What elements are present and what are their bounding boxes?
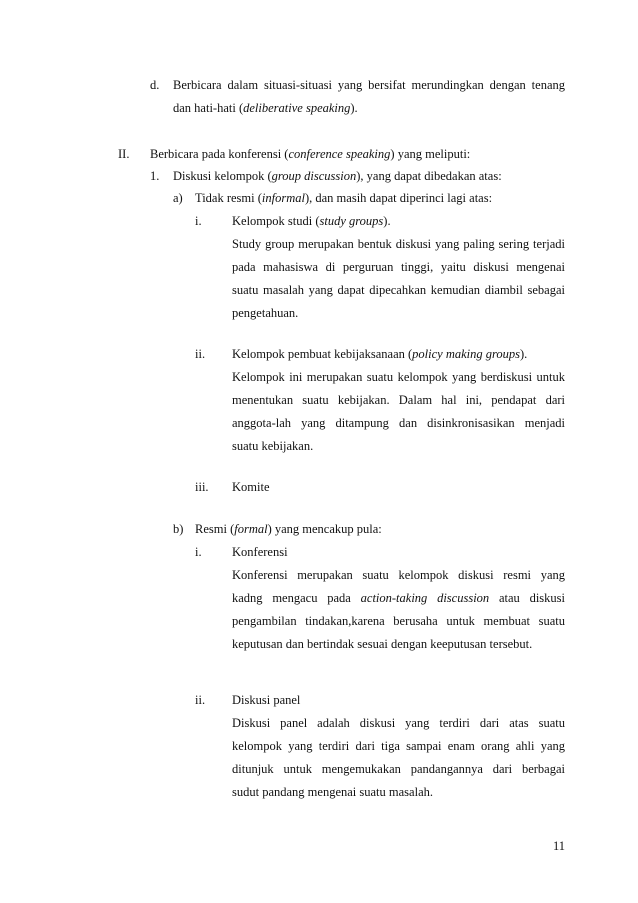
item-a-em: informal: [261, 191, 305, 205]
item-d-marker: d.: [150, 78, 160, 92]
section-ii-pre: Berbicara pada konferensi (: [150, 147, 289, 161]
item-a-ii-line-4: suatu kebijakan.: [232, 439, 314, 453]
item-a-heading: [195, 190, 492, 206]
item-b-i-marker: i.: [195, 545, 202, 559]
item-b-i-line-4: keputusan dan bertindak sesuai dengan keeputusan tersebut.: [232, 637, 533, 651]
item-a-i-line-1: Study group merupakan bentuk diskusi yang paling sering terjadi: [232, 237, 565, 251]
item-a-pre: Tidak resmi (: [195, 191, 262, 205]
item-b-post: ) yang mencakup pula:: [267, 522, 382, 536]
item-b-ii-line-1: Diskusi panel adalah diskusi yang terdiri dari atas suatu: [232, 716, 565, 730]
item-b-i-title: Konferensi: [232, 545, 288, 559]
item-d-line-2-post: ).: [350, 101, 358, 115]
item-b-i-line-2-em: action-taking discussion: [360, 591, 490, 605]
item-1-pre: Diskusi kelompok (: [173, 169, 272, 183]
item-b-ii-line-2: kelompok yang terdiri dari tiga sampai enam orang ahli yang: [232, 739, 565, 753]
section-ii-post: ) yang meliputi:: [390, 147, 471, 161]
item-1-post: ), yang dapat dibedakan atas:: [356, 169, 502, 183]
item-a-i-marker: i.: [195, 214, 202, 228]
item-b-ii-line-4: sudut pandang mengenai suatu masalah.: [232, 785, 433, 799]
item-a-ii-marker: ii.: [195, 347, 206, 361]
item-b-ii-title: Diskusi panel: [232, 693, 301, 707]
item-b-pre: Resmi (: [195, 522, 235, 536]
item-a-i-line-4: pengetahuan.: [232, 306, 299, 320]
item-d-line-2-em: deliberative speaking: [243, 101, 351, 115]
item-a-ii-pre: Kelompok pembuat kebijaksanaan (: [232, 347, 413, 361]
item-b-i-line-2-post: atau diskusi: [489, 591, 565, 605]
item-b-i-line-2: [232, 590, 565, 606]
item-a-iii-title: Komite: [232, 480, 270, 494]
item-a-ii-em: policy making groups: [412, 347, 521, 361]
item-b-ii-line-3: ditunjuk untuk mengemukakan pandangannya dari berbagai: [232, 762, 565, 776]
item-a-marker: a): [173, 191, 183, 205]
item-a-ii-post: ).: [520, 347, 528, 361]
item-a-i-pre: Kelompok studi (: [232, 214, 320, 228]
item-a-iii-marker: iii.: [195, 480, 209, 494]
item-a-ii-heading: [232, 346, 527, 362]
item-b-i-line-2-pre: kadng mengacu pada: [232, 591, 361, 605]
item-d-line-2-pre: dan hati-hati (: [173, 101, 244, 115]
item-a-ii-line-2: menentukan suatu kebijakan. Dalam hal ini, pendapat dari: [232, 393, 565, 407]
section-ii-em: conference speaking: [288, 147, 391, 161]
section-ii-heading: [150, 146, 470, 162]
item-d-line-1: Berbicara dalam situasi-situasi yang bersifat merundingkan dengan tenang: [173, 78, 565, 92]
item-a-ii-line-3: anggota-lah yang ditampung dan disinkronisasikan menjadi: [232, 416, 565, 430]
section-ii-marker: II.: [118, 147, 130, 161]
item-a-i-line-3: suatu masalah yang dapat dipecahkan kemudian diambil sebagai: [232, 283, 565, 297]
item-b-i-line-3: pengambilan tindakan,karena berusaha untuk membuat suatu: [232, 614, 565, 628]
item-b-heading: [195, 521, 382, 537]
page-number: 11: [552, 839, 565, 853]
item-b-ii-marker: ii.: [195, 693, 206, 707]
item-1-em: group discussion: [271, 169, 357, 183]
item-b-em: formal: [234, 522, 268, 536]
item-a-i-em: study groups: [319, 214, 384, 228]
item-a-i-post: ).: [383, 214, 391, 228]
item-d-line-2: [173, 100, 358, 116]
item-1-heading: [173, 168, 502, 184]
item-a-i-heading: [232, 213, 391, 229]
item-1-marker: 1.: [150, 169, 160, 183]
item-b-marker: b): [173, 522, 184, 536]
item-a-i-line-2: pada mahasiswa di perguruan tinggi, yaitu diskusi mengenai: [232, 260, 565, 274]
item-a-ii-line-1: Kelompok ini merupakan suatu kelompok yang berdiskusi untuk: [232, 370, 565, 384]
item-b-i-line-1: Konferensi merupakan suatu kelompok diskusi resmi yang: [232, 568, 565, 582]
item-a-post: ), dan masih dapat diperinci lagi atas:: [304, 191, 493, 205]
